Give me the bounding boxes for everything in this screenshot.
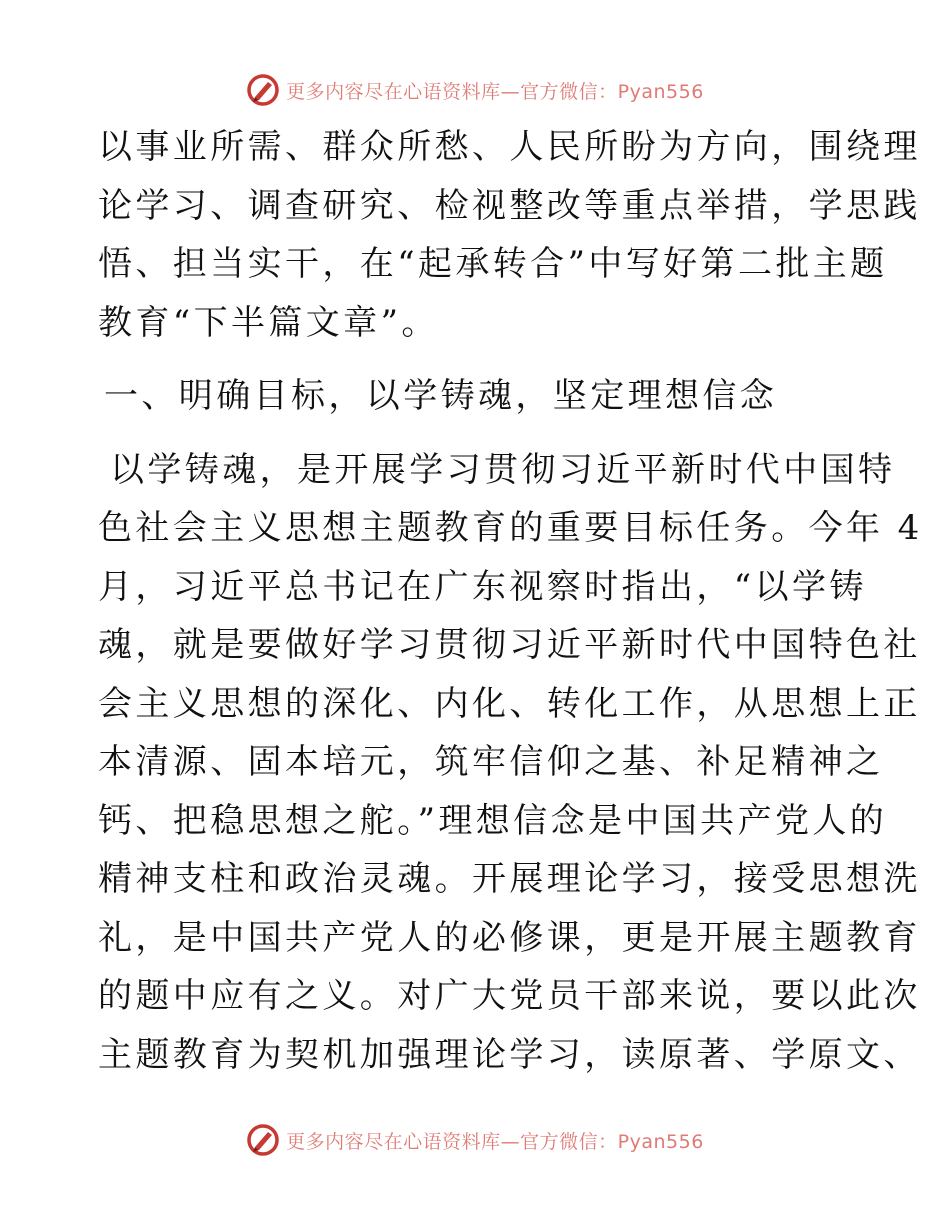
pen-logo-icon xyxy=(246,73,280,107)
body-line: 以事业所需、群众所愁、人民所盼为方向，围绕理 xyxy=(98,127,921,167)
pen-logo-icon xyxy=(246,1123,280,1157)
watermark-text: 更多内容尽在心语资料库—官方微信：Pyan556 xyxy=(286,80,704,103)
body-line: 主题教育为契机加强理论学习，读原著、学原文、 xyxy=(98,1034,921,1075)
document-body xyxy=(98,118,923,1084)
body-line: 悟、担当实干，在“起承转合”中写好第二批主题 xyxy=(98,244,888,284)
body-line: 会主义思想的深化、内化、转化工作，从思想上正 xyxy=(98,683,921,724)
body-line: 精神支柱和政治灵魂。开展理论学习，接受思想洗 xyxy=(98,859,921,899)
body-line: 月，习近平总书记在广东视察时指出，“以学铸 xyxy=(98,566,867,607)
body-line: 本清源、固本培元，筑牢信仰之基、补足精神之 xyxy=(98,742,884,782)
footer-watermark xyxy=(0,1120,950,1160)
body-line: 色社会主义思想主题教育的重要目标任务。今年 4 xyxy=(98,508,923,548)
body-line: 礼，是中国共产党人的必修课，更是开展主题教育 xyxy=(98,917,921,958)
body-line: 钙、把稳思想之舵。”理想信念是中国共产党人的 xyxy=(98,800,888,841)
body-line: 教育“下半篇文章”。 xyxy=(98,302,439,343)
body-line: 魂，就是要做好学习贯彻习近平新时代中国特色社 xyxy=(98,625,921,665)
header-watermark xyxy=(0,70,950,110)
section-heading: 一、明确目标，以学铸魂，坚定理想信念 xyxy=(104,376,778,416)
body-line: 论学习、调查研究、检视整改等重点举措，学思践 xyxy=(98,185,921,226)
body-line: 的题中应有之义。对广大党员干部来说，要以此次 xyxy=(98,976,921,1016)
watermark-text: 更多内容尽在心语资料库—官方微信：Pyan556 xyxy=(286,1130,704,1153)
body-line: 以学铸魂，是开展学习贯彻习近平新时代中国特 xyxy=(110,449,896,490)
